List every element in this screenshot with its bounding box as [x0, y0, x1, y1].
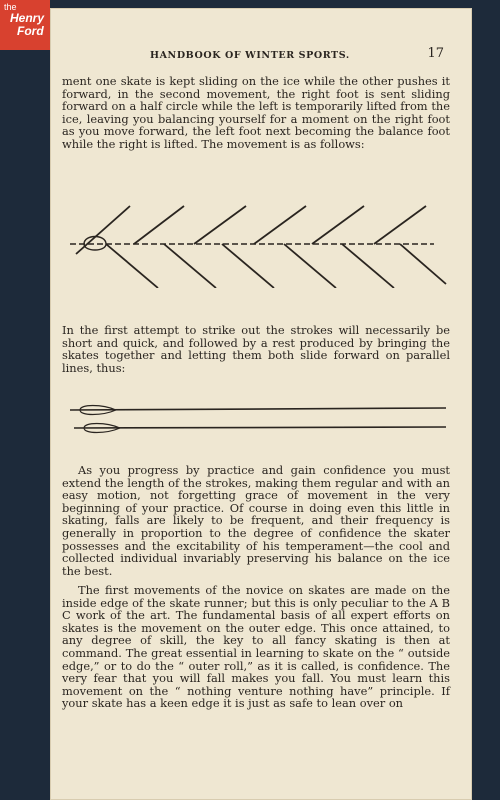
page-header [50, 44, 472, 64]
lower-stroke [342, 244, 394, 288]
upper-stroke [194, 206, 246, 244]
logo-ford: Ford [17, 24, 44, 38]
upper-strokes [76, 206, 426, 254]
book-page [50, 8, 472, 800]
running-title: HANDBOOK OF WINTER SPORTS. [150, 50, 350, 61]
lower-track [74, 427, 446, 428]
lower-stroke [222, 244, 274, 288]
paragraph-2: In the first attempt to strike out the strokes will necessarily be short and quick, and followed by a rest produced by bringing the skates together and letting them both slide forward on parallel lines, thus: [62, 323, 450, 375]
upper-stroke [374, 206, 426, 244]
page-number: 17 [427, 46, 444, 61]
lower-strokes [106, 244, 446, 288]
logo-the: the [4, 2, 17, 12]
lower-stroke [400, 244, 446, 284]
upper-track [70, 408, 446, 410]
upper-stroke [254, 206, 306, 244]
paragraph-3: As you progress by practice and gain confidence you must extend the length of the strokes, making them regular and with an easy motion, not forgetting grace of movement in the very beginning of your practice. Of course in doing even this little in skating, falls are likely to be frequent, and their frequency is generally in proportion to the degree of confidence the skater possesses and the excitability of his temperament—the cool and collected individual invariably preserving his balance on the ice the best. [62, 463, 450, 578]
logo-henry: Henry [10, 11, 45, 25]
upper-stroke [134, 206, 184, 244]
lower-stroke [106, 244, 158, 288]
lower-stroke [284, 244, 336, 288]
paragraph-1: ment one skate is kept sliding on the ice while the other pushes it forward, in the second movement, the right foot is sent sliding forward on a half circle while the left is temporarily lifted from the ice, leaving you balancing yourself for a moment on the right foot as you move forward, the left foot next becoming the balance foot while the right is lifted. The movement is as follows: [62, 74, 450, 151]
paragraph-4: The first movements of the novice on skates are made on the inside edge of the skate runner; but this is only peculiar to the A B C work of the art. The fundamental basis of all expert efforts on skates is the movement on the outer edge. This once attained, to any degree of skill, the key to all fancy skating is then at command. The great essential in learning to skate on the “ outside edge,” or to do the “ outer roll,” as it is called, is confidence. The very fear that you will fall makes you fall. You must learn this movement on the “ nothing venture nothing have” principle. If your skate has a keen edge it is just as safe to lean over on [62, 583, 450, 711]
parallel-lines-diagram [62, 400, 452, 440]
lower-stroke [164, 244, 216, 288]
upper-stroke [76, 206, 130, 254]
stroke-diagram [62, 198, 452, 288]
upper-stroke [312, 206, 364, 244]
henry-ford-logo [0, 0, 50, 50]
